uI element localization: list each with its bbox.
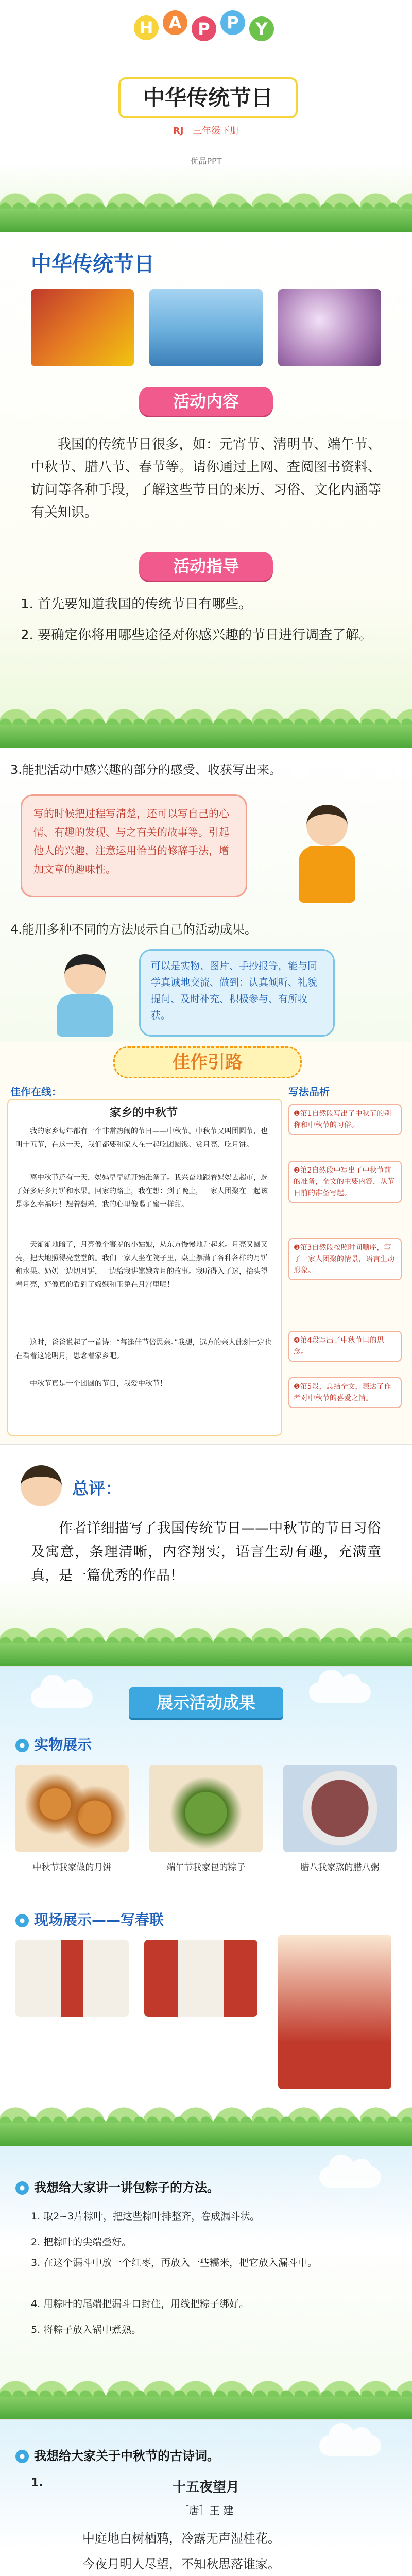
tip-item-4: 4.能用多种不同的方法展示自己的活动成果。 [10,922,257,937]
porridge-caption: 腊八我家熬的腊八粥 [300,1862,380,1873]
note-1: ❶第1自然段写出了中秋节的别称和中秋节的习俗。 [288,1104,402,1135]
essay-paragraph-1: 我的家乡每年都有一个非常热闹的节日——中秋节。中秋节又叫团圆节，也叫十五节，在这一天，我们都要和家人在一起吃团圆饭、赏月亮、吃月饼。 [15,1127,268,1149]
showcase-section-1 [15,1734,92,1754]
poem-1-title: 十五夜望月 [172,2480,239,2495]
happy-letter: H [134,15,159,40]
couplet-writing-photo-1 [15,1940,129,2017]
zongzi-step-5: 5. 将粽子放入锅中煮熟。 [31,2324,142,2335]
guide-title: 活动指导 [173,556,239,576]
poem-1-author: ［唐］王 建 [178,2504,234,2517]
summary-slide [0,1445,412,1667]
cloud-decoration [309,1682,371,1703]
content-text: 我国的传统节日很多，如：元宵节、清明节、端午节、中秋节、腊八节、春节等。请你通过上网、查阅图书资料、访问等各种手段，了解这些节日的来历、习俗、文化内涵等有关知识。 [31,437,381,520]
girl-with-couplet-photo [278,1935,391,2089]
couplet-writing-photo-2 [144,1940,258,2017]
guide-item-2: 2. 要确定你将用哪些途径对你感兴趣的节日进行调查了解。 [21,628,373,643]
grass-decoration [0,2121,412,2146]
poem-1-number: 1. [31,2477,43,2489]
essay-paragraph-3: 这时，爸爸说起了一首诗：“每逢佳节倍思亲。”我想，远方的亲人此刻一定也在看着这轮明月，思念着家乡吧。 [15,1338,272,1360]
kid-girl-illustration [46,954,124,1037]
subtitle-text: 三年级下册 [193,126,239,137]
poems-slide [0,2420,412,2576]
zongzi-step-1: 1. 取2~3片粽叶，把这些粽叶排整齐，卷成漏斗状。 [31,2211,260,2222]
essay-paragraph-2: 天渐渐地暗了，月亮像个害羞的小姑娘，从东方慢慢地升起来。月亮又圆又亮，把大地照得亮堂堂的。我们一家人坐在院子里，桌上摆满了各种各样的月饼和水果。奶奶一边切月饼，一边给我讲嫦娥奔月的故事。我听得入了迷，抬头望着月亮，好像真的看到了嫦娥和玉兔在月宫里呢！ [15,1241,268,1289]
grass-decoration [0,2395,412,2419]
happy-letter: P [220,10,245,35]
cloud-decoration [319,2167,381,2188]
content-title: 活动内容 [173,392,239,411]
activity-slide [0,232,412,748]
essay-paragraph-1b: 离中秋节还有一天，妈妈早早就开始准备了。我兴奋地跟着妈妈去超市，选了好多好多月饼和水果。回家的路上，我在想：到了晚上，一家人团聚在一起该是多么幸福呀！想着想着，我的心里像喝了蜜一样甜。 [15,1174,268,1209]
cover-slide [0,0,412,232]
zongzi-step-4: 4. 用粽叶的尾端把漏斗口封住，用线把粽子绑好。 [31,2298,249,2310]
showcase-section-2 [15,1909,164,1929]
zongzi-caption: 端午节我家包的粽子 [166,1862,246,1873]
summary-title: 总评： [72,1479,122,1498]
zongzi-step-2: 2. 把粽叶的尖端叠好。 [31,2236,132,2248]
gear-icon [15,2450,29,2463]
cover-source: 优品PPT [190,156,222,166]
example-right-tag: 写法品析 [288,1086,330,1098]
zongzi-title [15,2177,219,2195]
tip-bubble-1-text: 写的时候把过程写清楚，还可以写自己的心情、有趣的发现、与之有关的故事等。引起他人的兴趣，注意运用恰当的修辞手法，增加文章的趣味性。 [33,807,229,875]
gear-icon [15,1914,29,1927]
subtitle-tag: RJ [173,126,184,137]
zongzi-title-text: 我想给大家讲一讲包粽子的方法。 [34,2180,219,2195]
section-2-label: 现场展示——写春联 [34,1911,164,1928]
cloud-decoration [31,1687,93,1708]
note-4: ❹第4段写出了中秋节里的思念。 [288,1331,402,1362]
zongzi-slide [0,2146,412,2420]
tip-bubble-1 [21,794,247,897]
mooncake-caption: 中秋节我家做的月饼 [32,1862,112,1873]
showcase-slide [0,1667,412,2146]
example-banner-text: 佳作引路 [173,1052,243,1073]
showcase-banner-text: 展示活动成果 [156,1693,255,1713]
gear-icon [15,2181,29,2195]
activity-page-heading: 中华传统节日 [31,252,154,276]
tip-item-3: 3.能把活动中感兴趣的部分的感受、收获写出来。 [10,762,282,777]
poem-1-line: 今夜月明人尽望，不知秋思落谁家。 [82,2557,280,2571]
grass-decoration [0,207,412,232]
example-left-tag: 佳作在线： [10,1086,62,1098]
teacher-avatar [21,1465,62,1506]
porridge-photo [283,1765,397,1852]
cloud-decoration [319,2435,381,2456]
zongzi-photo [149,1765,263,1852]
note-5: ❺第5段，总结全文，表达了作者对中秋节的喜爱之情。 [288,1377,402,1408]
happy-letters [134,10,278,46]
showcase-banner [129,1687,283,1718]
summary-text: 作者详细描写了我国传统节日——中秋节的节日习俗及寓意，条理清晰，内容翔实，语言生动有趣，充满童真，是一篇优秀的作品！ [31,1520,381,1584]
mooncake-photo [15,1765,129,1852]
essay-paragraph-3b: 中秋节真是一个团圆的节日，我爱中秋节！ [30,1380,167,1388]
poems-title [15,2446,219,2464]
poems-title-text: 我想给大家关于中秋节的古诗词。 [34,2449,219,2463]
dragon-dance-photo [31,289,134,366]
tip-bubble-2-text: 可以是实物、图片、手抄报等，能与同学真诚地交流、做到：认真倾听、礼貌提问、及时补充、积极参与、有所收获。 [151,960,318,1021]
happy-letter: P [192,16,216,41]
note-3: ❸第3自然段按照时间顺序，写了一家人团聚的情景，语言生动形象。 [288,1238,402,1280]
cover-subtitle [0,124,412,137]
guide-item-1: 1. 首先要知道我国的传统节日有哪些。 [21,597,252,612]
grass-decoration [0,723,412,748]
note-2: ❷第2自然段中写出了中秋节前的准备，全文的主要内容，从节日前的准备写起。 [288,1161,402,1203]
cover-title: 中华传统节日 [143,85,273,110]
happy-letter: Y [249,16,274,41]
dragon-boat-photo [149,289,263,366]
tip-bubble-2 [139,949,335,1037]
gear-icon [15,1739,29,1752]
poem-1-line: 中庭地白树栖鸦，冷露无声湿桂花。 [82,2531,280,2546]
dumplings-photo [278,289,381,366]
example-slide [0,1042,412,1445]
happy-letter: A [163,10,187,35]
example-banner [113,1046,302,1078]
section-1-label: 实物展示 [34,1736,92,1753]
essay-title: 家乡的中秋节 [109,1107,178,1120]
zongzi-step-3: 3. 在这个漏斗中放一个红枣，再放入一些糯米，把它放入漏斗中。 [31,2257,318,2268]
kid-boy-illustration [288,805,366,908]
content-title-banner [139,387,273,416]
tips-slide [0,748,412,1042]
guide-title-banner [139,552,273,581]
grass-decoration [0,1641,412,1666]
cover-title-plate [118,77,298,118]
